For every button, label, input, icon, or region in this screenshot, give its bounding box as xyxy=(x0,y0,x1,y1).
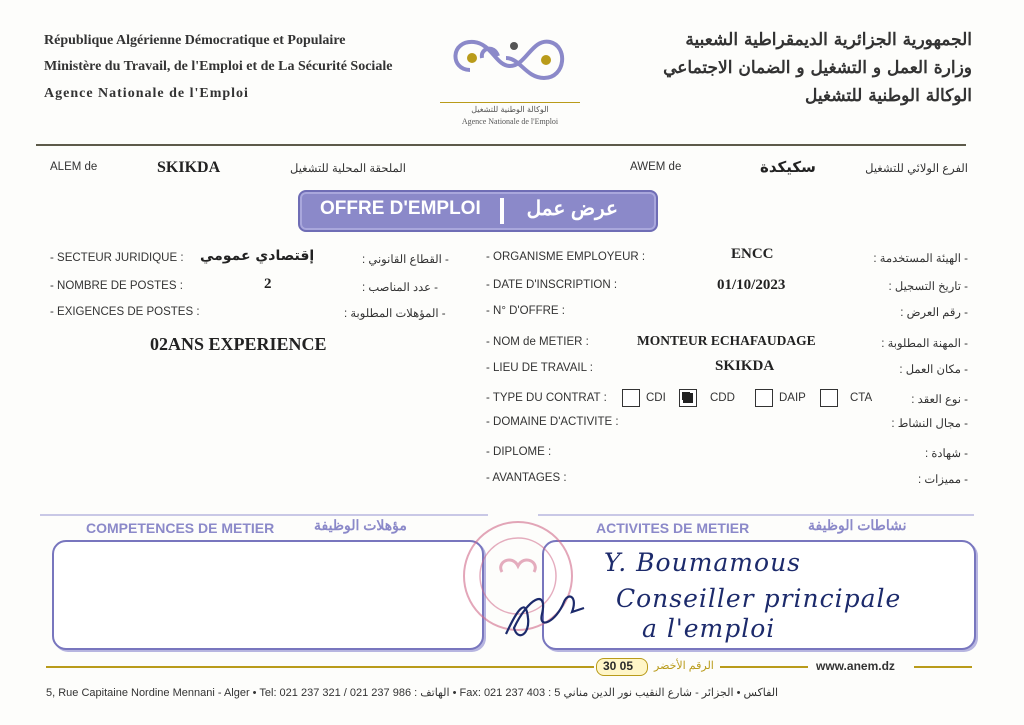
date-value: 01/10/2023 xyxy=(717,277,786,293)
organisme-label: - ORGANISME EMPLOYEUR : xyxy=(486,251,646,263)
alem-label-ar: الملحقة المحلية للتشغيل xyxy=(290,163,406,175)
exigences-value: 02ANS EXPERIENCE xyxy=(150,334,327,354)
offre-number-label: - N° D'OFFRE : xyxy=(486,305,565,317)
handwritten-title-2: a l'emploi xyxy=(642,614,776,643)
secteur-label: - SECTEUR JURIDIQUE : xyxy=(50,252,184,264)
awem-label-ar: الفرع الولائي للتشغيل xyxy=(865,163,968,175)
footer-rule-left xyxy=(46,666,594,668)
contrat-cdd-check-mark xyxy=(683,393,693,403)
anem-logo xyxy=(440,22,580,134)
date-label-ar: - تاريخ التسجيل : xyxy=(888,281,968,293)
contrat-cdd-label: CDD xyxy=(710,392,735,404)
banner-separator xyxy=(500,198,504,224)
contrat-daip-label: DAIP xyxy=(779,392,806,404)
header-republic-ar: الجمهورية الجزائرية الديمقراطية الشعبية xyxy=(685,30,972,50)
metier-value: MONTEUR ECHAFAUDAGE xyxy=(637,333,816,348)
green-number-label: الرقم الأخضر xyxy=(654,660,714,672)
green-number: 30 05 xyxy=(603,659,634,673)
activites-header-rule xyxy=(538,514,974,516)
offre-number-label-ar: - رقم العرض : xyxy=(900,307,968,319)
footer-rule-right xyxy=(914,666,972,668)
activites-title-ar: نشاطات الوظيفة xyxy=(808,517,907,533)
exigences-label-ar: - المؤهلات المطلوبة : xyxy=(344,308,446,320)
header-ministry-ar: وزارة العمل و التشغيل و الضمان الاجتماعي xyxy=(663,58,972,78)
competences-header-rule xyxy=(40,514,488,516)
alem-value: SKIKDA xyxy=(157,159,221,176)
contrat-cta-label: CTA xyxy=(850,392,873,404)
avantages-label: - AVANTAGES : xyxy=(486,472,567,484)
anem-logo-icon xyxy=(440,22,580,102)
signature xyxy=(498,578,594,648)
contrat-label-ar: - نوع العقد : xyxy=(911,394,968,406)
lieu-value: SKIKDA xyxy=(715,358,775,374)
domaine-label: - DOMAINE D'ACTIVITE : xyxy=(486,416,619,428)
logo-text-fr: Agence Nationale de l'Emploi xyxy=(461,117,559,126)
contrat-label: - TYPE DU CONTRAT : xyxy=(486,392,607,404)
header-republic-fr: République Algérienne Démocratique et Populaire xyxy=(44,33,346,48)
competences-title-fr: COMPETENCES DE METIER xyxy=(86,520,275,536)
signature-icon xyxy=(498,578,594,648)
postes-value: 2 xyxy=(264,276,272,292)
header-agency-fr: Agence Nationale de l'Emploi xyxy=(44,86,249,101)
metier-label-ar: - المهنة المطلوبة : xyxy=(881,338,968,350)
competences-title-ar: مؤهلات الوظيفة xyxy=(314,517,407,533)
awem-value: سكيكدة xyxy=(760,158,816,176)
competences-box[interactable] xyxy=(52,540,484,650)
awem-label: AWEM de xyxy=(630,161,682,173)
footer-address: 5, Rue Capitaine Nordine Mennani - Alger • Tel: 021 237 321 / 021 237 986 : الهاتف • Fax: 021 237 403 : الفاكس • الجزائر - شارع النقيب نور الدين مناني 5 xyxy=(46,687,779,699)
contrat-daip-checkbox[interactable] xyxy=(755,389,773,407)
offre-emploi-banner xyxy=(298,190,658,232)
alem-label: ALEM de xyxy=(50,161,98,173)
organisme-label-ar: - الهيئة المستخدمة : xyxy=(873,253,968,265)
lieu-label: - LIEU DE TRAVAIL : xyxy=(486,362,593,374)
metier-label: - NOM de METIER : xyxy=(486,336,589,348)
banner-title-fr: OFFRE D'EMPLOI xyxy=(320,198,481,219)
header-ministry-fr: Ministère du Travail, de l'Emploi et de La Sécurité Sociale xyxy=(44,59,393,74)
header-divider xyxy=(36,144,966,146)
lieu-label-ar: - مكان العمل : xyxy=(899,364,968,376)
postes-label: - NOMBRE DE POSTES : xyxy=(50,280,183,292)
diplome-label: - DIPLOME : xyxy=(486,446,552,458)
website-link[interactable]: www.anem.dz xyxy=(816,659,895,673)
postes-label-ar: - عدد المناصب : xyxy=(362,282,439,294)
contrat-cdi-label: CDI xyxy=(646,392,666,404)
green-number-badge xyxy=(596,658,648,676)
domaine-label-ar: - مجال النشاط : xyxy=(891,418,968,430)
avantages-label-ar: - مميزات : xyxy=(917,474,968,486)
diplome-label-ar: - شهادة : xyxy=(924,448,968,460)
date-label: - DATE D'INSCRIPTION : xyxy=(486,279,618,291)
secteur-value: إقتصادي عمومي xyxy=(200,248,315,264)
contrat-cta-checkbox[interactable] xyxy=(820,389,838,407)
organisme-value: ENCC xyxy=(731,246,774,262)
activites-title-fr: ACTIVITES DE METIER xyxy=(596,520,750,536)
header-agency-ar: الوكالة الوطنية للتشغيل xyxy=(805,86,972,106)
footer-rule-mid xyxy=(720,666,808,668)
banner-title-ar: عرض عمل xyxy=(526,198,618,220)
logo-text-ar: الوكالة الوطنية للتشغيل xyxy=(471,105,549,114)
handwritten-title: Conseiller principale xyxy=(616,584,902,613)
exigences-label: - EXIGENCES DE POSTES : xyxy=(50,306,200,318)
activites-box[interactable] xyxy=(542,540,976,650)
secteur-label-ar: - القطاع القانوني : xyxy=(362,254,449,266)
handwritten-name: Y. Boumamous xyxy=(604,548,801,577)
contrat-cdi-checkbox[interactable] xyxy=(622,389,640,407)
